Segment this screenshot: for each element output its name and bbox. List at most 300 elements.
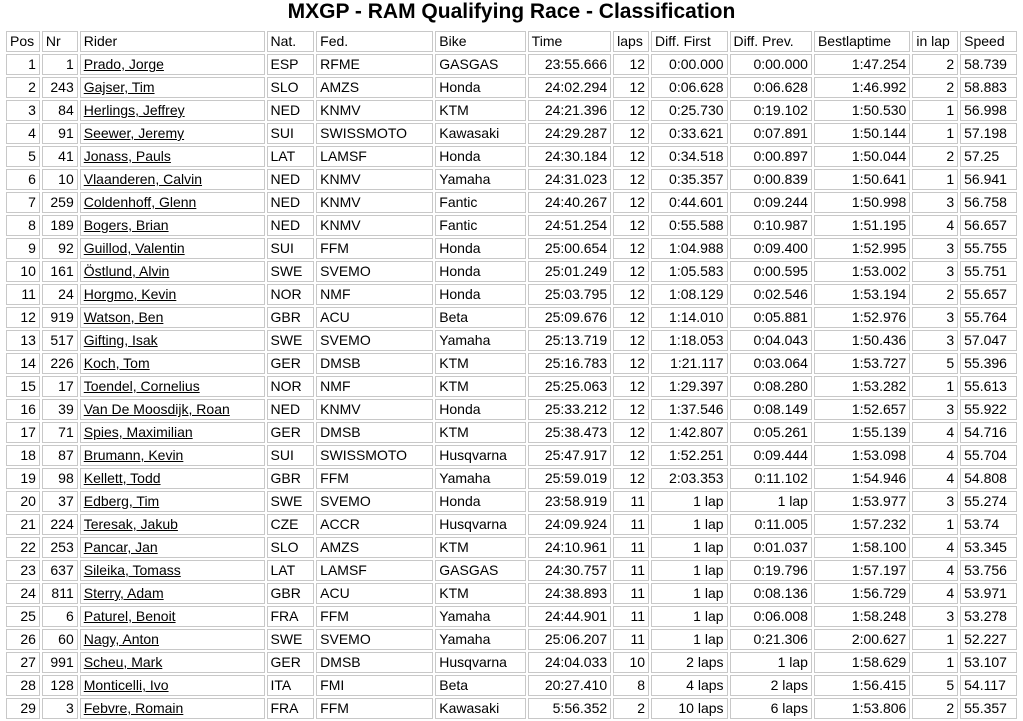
cell-nat: SUI [267, 123, 315, 144]
cell-rider [80, 330, 265, 351]
cell-bestlaptime: 1:52.657 [814, 399, 910, 420]
table-row [6, 261, 1017, 282]
cell-rider [80, 123, 265, 144]
cell-laps: 12 [613, 77, 649, 98]
cell-rider [80, 468, 265, 489]
cell-diff-prev: 0:08.136 [730, 583, 812, 604]
cell-nr: 10 [42, 169, 78, 190]
cell-time: 24:21.396 [528, 100, 611, 121]
table-row [6, 169, 1017, 190]
cell-diff-prev: 6 laps [730, 698, 812, 719]
cell-bestlaptime: 1:53.002 [814, 261, 910, 282]
table-row [6, 284, 1017, 305]
table-row [6, 468, 1017, 489]
classification-table [4, 29, 1019, 721]
cell-nr: 92 [42, 238, 78, 259]
cell-nr: 41 [42, 146, 78, 167]
cell-in-lap: 1 [912, 376, 958, 397]
cell-bike: Fantic [435, 215, 525, 236]
cell-diff-first: 2:03.353 [651, 468, 727, 489]
cell-bestlaptime: 1:50.998 [814, 192, 910, 213]
cell-fed: FFM [316, 606, 433, 627]
cell-nat: SUI [267, 238, 315, 259]
cell-nr: 24 [42, 284, 78, 305]
rider-link[interactable]: Kellett, Todd [83, 470, 161, 486]
cell-rider [80, 307, 265, 328]
cell-nat: FRA [267, 698, 315, 719]
cell-bike: GASGAS [435, 54, 525, 75]
cell-pos: 5 [6, 146, 40, 167]
cell-laps: 12 [613, 330, 649, 351]
cell-time: 25:13.719 [528, 330, 611, 351]
cell-fed: KNMV [316, 192, 433, 213]
table-row [6, 652, 1017, 673]
cell-laps: 12 [613, 146, 649, 167]
cell-pos: 16 [6, 399, 40, 420]
cell-speed: 55.613 [960, 376, 1017, 397]
cell-diff-prev: 0:04.043 [730, 330, 812, 351]
rider-link[interactable]: Monticelli, Ivo [83, 677, 169, 693]
rider-link[interactable]: Gifting, Isak [83, 332, 158, 348]
cell-nr: 161 [42, 261, 78, 282]
cell-in-lap: 4 [912, 215, 958, 236]
cell-in-lap: 4 [912, 445, 958, 466]
cell-diff-prev: 0:06.628 [730, 77, 812, 98]
cell-diff-first: 1:52.251 [651, 445, 727, 466]
cell-nat: NED [267, 100, 315, 121]
cell-in-lap: 4 [912, 468, 958, 489]
cell-in-lap: 3 [912, 399, 958, 420]
cell-fed: NMF [316, 284, 433, 305]
cell-fed: AMZS [316, 77, 433, 98]
cell-bike: GASGAS [435, 560, 525, 581]
cell-nr: 253 [42, 537, 78, 558]
cell-bike: Honda [435, 491, 525, 512]
column-header-time: Time [528, 31, 611, 52]
cell-in-lap: 4 [912, 583, 958, 604]
cell-fed: KNMV [316, 215, 433, 236]
rider-link[interactable]: Coldenhoff, Glenn [83, 194, 197, 210]
cell-in-lap: 1 [912, 629, 958, 650]
cell-fed: DMSB [316, 652, 433, 673]
cell-nat: GER [267, 353, 315, 374]
cell-fed: SWISSMOTO [316, 445, 433, 466]
cell-pos: 22 [6, 537, 40, 558]
cell-in-lap: 3 [912, 307, 958, 328]
cell-laps: 8 [613, 675, 649, 696]
cell-fed: KNMV [316, 169, 433, 190]
cell-time: 24:30.757 [528, 560, 611, 581]
cell-nr: 87 [42, 445, 78, 466]
cell-bike: KTM [435, 353, 525, 374]
column-header-diff-prev: Diff. Prev. [730, 31, 812, 52]
rider-link[interactable]: Edberg, Tim [83, 493, 160, 509]
cell-rider [80, 629, 265, 650]
column-header-pos: Pos [6, 31, 40, 52]
cell-laps: 12 [613, 54, 649, 75]
table-row [6, 422, 1017, 443]
cell-fed: FMI [316, 675, 433, 696]
cell-bestlaptime: 1:50.530 [814, 100, 910, 121]
cell-diff-first: 4 laps [651, 675, 727, 696]
table-row [6, 330, 1017, 351]
cell-in-lap: 3 [912, 238, 958, 259]
cell-bike: Beta [435, 675, 525, 696]
cell-pos: 13 [6, 330, 40, 351]
cell-bike: Yamaha [435, 468, 525, 489]
header-row [6, 31, 1017, 52]
cell-speed: 55.751 [960, 261, 1017, 282]
cell-in-lap: 1 [912, 123, 958, 144]
cell-nat: NOR [267, 376, 315, 397]
column-header-speed: Speed [960, 31, 1017, 52]
cell-fed: SVEMO [316, 491, 433, 512]
page-title: MXGP - RAM Qualifying Race - Classification [287, 0, 736, 23]
cell-diff-prev: 0:06.008 [730, 606, 812, 627]
cell-fed: ACU [316, 583, 433, 604]
cell-bestlaptime: 1:57.197 [814, 560, 910, 581]
rider-link[interactable]: Brumann, Kevin [83, 447, 184, 463]
table-row [6, 560, 1017, 581]
cell-diff-first: 0:33.621 [651, 123, 727, 144]
cell-nat: GBR [267, 307, 315, 328]
column-header-diff-first: Diff. First [651, 31, 727, 52]
cell-bike: KTM [435, 100, 525, 121]
cell-time: 24:09.924 [528, 514, 611, 535]
cell-nr: 39 [42, 399, 78, 420]
cell-nr: 17 [42, 376, 78, 397]
cell-pos: 18 [6, 445, 40, 466]
cell-time: 25:47.917 [528, 445, 611, 466]
cell-pos: 28 [6, 675, 40, 696]
cell-rider [80, 238, 265, 259]
cell-time: 25:06.207 [528, 629, 611, 650]
cell-pos: 29 [6, 698, 40, 719]
cell-diff-first: 1 lap [651, 583, 727, 604]
cell-diff-first: 0:25.730 [651, 100, 727, 121]
cell-nr: 91 [42, 123, 78, 144]
cell-nat: SLO [267, 77, 315, 98]
cell-nat: GBR [267, 583, 315, 604]
rider-link[interactable]: Horgmo, Kevin [83, 286, 177, 302]
cell-time: 24:51.254 [528, 215, 611, 236]
cell-bestlaptime: 1:55.139 [814, 422, 910, 443]
cell-nr: 226 [42, 353, 78, 374]
cell-diff-prev: 0:02.546 [730, 284, 812, 305]
cell-bike: Honda [435, 284, 525, 305]
cell-nr: 189 [42, 215, 78, 236]
cell-speed: 57.25 [960, 146, 1017, 167]
cell-diff-first: 1:04.988 [651, 238, 727, 259]
cell-rider [80, 284, 265, 305]
cell-nat: LAT [267, 146, 315, 167]
cell-nr: 811 [42, 583, 78, 604]
cell-pos: 14 [6, 353, 40, 374]
cell-bike: Fantic [435, 192, 525, 213]
cell-in-lap: 1 [912, 514, 958, 535]
table-row [6, 123, 1017, 144]
cell-diff-prev: 0:10.987 [730, 215, 812, 236]
cell-bestlaptime: 1:53.727 [814, 353, 910, 374]
cell-diff-first: 1:29.397 [651, 376, 727, 397]
cell-bike: Husqvarna [435, 652, 525, 673]
cell-speed: 55.704 [960, 445, 1017, 466]
cell-rider [80, 422, 265, 443]
table-row [6, 77, 1017, 98]
cell-laps: 12 [613, 100, 649, 121]
rider-link[interactable]: Toendel, Cornelius [83, 378, 200, 394]
cell-fed: SVEMO [316, 629, 433, 650]
table-row [6, 54, 1017, 75]
cell-pos: 3 [6, 100, 40, 121]
cell-nr: 71 [42, 422, 78, 443]
cell-diff-prev: 0:09.444 [730, 445, 812, 466]
cell-pos: 2 [6, 77, 40, 98]
cell-laps: 11 [613, 629, 649, 650]
cell-pos: 8 [6, 215, 40, 236]
rider-link[interactable]: Nagy, Anton [83, 631, 159, 647]
cell-fed: RFME [316, 54, 433, 75]
rider-link[interactable]: Seewer, Jeremy [83, 125, 185, 141]
cell-speed: 57.198 [960, 123, 1017, 144]
column-header-fed: Fed. [316, 31, 433, 52]
cell-bestlaptime: 1:53.194 [814, 284, 910, 305]
cell-speed: 54.716 [960, 422, 1017, 443]
cell-in-lap: 1 [912, 169, 958, 190]
cell-bestlaptime: 1:52.976 [814, 307, 910, 328]
cell-fed: FFM [316, 698, 433, 719]
cell-speed: 55.357 [960, 698, 1017, 719]
cell-rider [80, 652, 265, 673]
cell-nat: ITA [267, 675, 315, 696]
cell-rider [80, 606, 265, 627]
cell-rider [80, 583, 265, 604]
cell-bestlaptime: 1:53.282 [814, 376, 910, 397]
cell-fed: AMZS [316, 537, 433, 558]
cell-diff-prev: 1 lap [730, 652, 812, 673]
cell-speed: 54.117 [960, 675, 1017, 696]
cell-diff-first: 1:08.129 [651, 284, 727, 305]
cell-rider [80, 192, 265, 213]
rider-link[interactable]: Jonass, Pauls [83, 148, 171, 164]
cell-bike: Yamaha [435, 629, 525, 650]
rider-link[interactable]: Guillod, Valentin [83, 240, 185, 256]
rider-link[interactable]: Febvre, Romain [83, 700, 184, 716]
rider-link[interactable]: Spies, Maximilian [83, 424, 193, 440]
cell-rider [80, 261, 265, 282]
cell-pos: 7 [6, 192, 40, 213]
rider-link[interactable]: Paturel, Benoit [83, 608, 176, 624]
cell-nr: 919 [42, 307, 78, 328]
cell-laps: 12 [613, 376, 649, 397]
column-header-nat: Nat. [267, 31, 315, 52]
cell-in-lap: 4 [912, 560, 958, 581]
cell-rider [80, 698, 265, 719]
cell-bike: Honda [435, 399, 525, 420]
cell-fed: SVEMO [316, 330, 433, 351]
table-row [6, 238, 1017, 259]
cell-pos: 27 [6, 652, 40, 673]
cell-laps: 11 [613, 560, 649, 581]
cell-bestlaptime: 1:56.729 [814, 583, 910, 604]
cell-pos: 21 [6, 514, 40, 535]
cell-in-lap: 1 [912, 652, 958, 673]
cell-speed: 53.756 [960, 560, 1017, 581]
table-row [6, 307, 1017, 328]
cell-laps: 10 [613, 652, 649, 673]
cell-speed: 52.227 [960, 629, 1017, 650]
cell-diff-first: 1 lap [651, 629, 727, 650]
cell-time: 25:16.783 [528, 353, 611, 374]
cell-rider [80, 514, 265, 535]
column-header-in-lap: in lap [912, 31, 958, 52]
cell-bestlaptime: 1:50.144 [814, 123, 910, 144]
cell-laps: 12 [613, 445, 649, 466]
cell-laps: 12 [613, 307, 649, 328]
cell-diff-prev: 0:05.881 [730, 307, 812, 328]
rider-link[interactable]: Gajser, Tim [83, 79, 155, 95]
cell-laps: 12 [613, 192, 649, 213]
cell-nat: NED [267, 399, 315, 420]
cell-nat: FRA [267, 606, 315, 627]
rider-link[interactable]: Scheu, Mark [83, 654, 163, 670]
cell-pos: 25 [6, 606, 40, 627]
cell-nat: ESP [267, 54, 315, 75]
rider-link[interactable]: Sileika, Tomass [83, 562, 181, 578]
rider-link[interactable]: Sterry, Adam [83, 585, 164, 601]
cell-bike: Beta [435, 307, 525, 328]
cell-diff-prev: 0:01.037 [730, 537, 812, 558]
cell-bike: Kawasaki [435, 123, 525, 144]
cell-diff-first: 1:21.117 [651, 353, 727, 374]
cell-bestlaptime: 1:54.946 [814, 468, 910, 489]
cell-pos: 1 [6, 54, 40, 75]
cell-bestlaptime: 1:50.641 [814, 169, 910, 190]
cell-diff-prev: 0:11.102 [730, 468, 812, 489]
cell-time: 24:02.294 [528, 77, 611, 98]
cell-time: 24:40.267 [528, 192, 611, 213]
cell-diff-prev: 0:05.261 [730, 422, 812, 443]
cell-in-lap: 4 [912, 537, 958, 558]
cell-rider [80, 675, 265, 696]
cell-bestlaptime: 1:50.436 [814, 330, 910, 351]
cell-time: 25:03.795 [528, 284, 611, 305]
cell-rider [80, 560, 265, 581]
column-header-nr: Nr [42, 31, 78, 52]
cell-time: 25:09.676 [528, 307, 611, 328]
cell-bestlaptime: 1:46.992 [814, 77, 910, 98]
cell-in-lap: 3 [912, 330, 958, 351]
cell-nat: SWE [267, 629, 315, 650]
cell-diff-first: 1 lap [651, 537, 727, 558]
cell-diff-prev: 0:08.280 [730, 376, 812, 397]
cell-nat: NOR [267, 284, 315, 305]
cell-nat: LAT [267, 560, 315, 581]
table-body [6, 54, 1017, 719]
cell-nat: GER [267, 422, 315, 443]
cell-fed: NMF [316, 376, 433, 397]
rider-link[interactable]: Vlaanderen, Calvin [83, 171, 203, 187]
cell-nr: 84 [42, 100, 78, 121]
cell-bestlaptime: 1:53.098 [814, 445, 910, 466]
cell-in-lap: 1 [912, 100, 958, 121]
cell-nr: 98 [42, 468, 78, 489]
cell-diff-first: 0:00.000 [651, 54, 727, 75]
rider-link[interactable]: Pancar, Jan [83, 539, 158, 555]
cell-rider [80, 146, 265, 167]
cell-in-lap: 3 [912, 261, 958, 282]
cell-diff-prev: 0:19.102 [730, 100, 812, 121]
rider-link[interactable]: Watson, Ben [83, 309, 164, 325]
cell-pos: 4 [6, 123, 40, 144]
cell-bestlaptime: 1:50.044 [814, 146, 910, 167]
cell-nr: 224 [42, 514, 78, 535]
cell-diff-first: 1:37.546 [651, 399, 727, 420]
cell-pos: 19 [6, 468, 40, 489]
cell-fed: SWISSMOTO [316, 123, 433, 144]
cell-speed: 55.396 [960, 353, 1017, 374]
rider-link[interactable]: Bogers, Brian [83, 217, 169, 233]
cell-nr: 243 [42, 77, 78, 98]
rider-link[interactable]: Van De Moosdijk, Roan [83, 401, 230, 417]
cell-pos: 17 [6, 422, 40, 443]
cell-nr: 6 [42, 606, 78, 627]
cell-nr: 1 [42, 54, 78, 75]
cell-diff-prev: 0:08.149 [730, 399, 812, 420]
cell-bike: Yamaha [435, 169, 525, 190]
cell-pos: 15 [6, 376, 40, 397]
cell-in-lap: 2 [912, 54, 958, 75]
rider-link[interactable]: Östlund, Alvin [83, 263, 170, 279]
cell-laps: 11 [613, 491, 649, 512]
cell-speed: 55.764 [960, 307, 1017, 328]
table-row [6, 146, 1017, 167]
cell-bestlaptime: 1:51.195 [814, 215, 910, 236]
cell-rider [80, 54, 265, 75]
cell-nat: NED [267, 192, 315, 213]
table-row [6, 583, 1017, 604]
cell-bike: Yamaha [435, 330, 525, 351]
cell-nr: 128 [42, 675, 78, 696]
cell-speed: 57.047 [960, 330, 1017, 351]
cell-bestlaptime: 1:56.415 [814, 675, 910, 696]
rider-link[interactable]: Koch, Tom [83, 355, 150, 371]
cell-fed: SVEMO [316, 261, 433, 282]
cell-in-lap: 2 [912, 284, 958, 305]
table-row [6, 675, 1017, 696]
cell-in-lap: 3 [912, 192, 958, 213]
cell-diff-prev: 0:09.400 [730, 238, 812, 259]
cell-diff-first: 0:06.628 [651, 77, 727, 98]
rider-link[interactable]: Prado, Jorge [83, 56, 164, 72]
cell-diff-first: 1:05.583 [651, 261, 727, 282]
cell-diff-first: 10 laps [651, 698, 727, 719]
cell-diff-first: 1:42.807 [651, 422, 727, 443]
cell-fed: ACU [316, 307, 433, 328]
cell-rider [80, 445, 265, 466]
cell-fed: LAMSF [316, 146, 433, 167]
rider-link[interactable]: Herlings, Jeffrey [83, 102, 185, 118]
cell-pos: 11 [6, 284, 40, 305]
cell-bike: KTM [435, 376, 525, 397]
table-header [6, 31, 1017, 52]
rider-link[interactable]: Teresak, Jakub [83, 516, 178, 532]
cell-diff-prev: 0:21.306 [730, 629, 812, 650]
cell-bike: Honda [435, 261, 525, 282]
cell-laps: 12 [613, 353, 649, 374]
table-row [6, 376, 1017, 397]
cell-in-lap: 4 [912, 422, 958, 443]
